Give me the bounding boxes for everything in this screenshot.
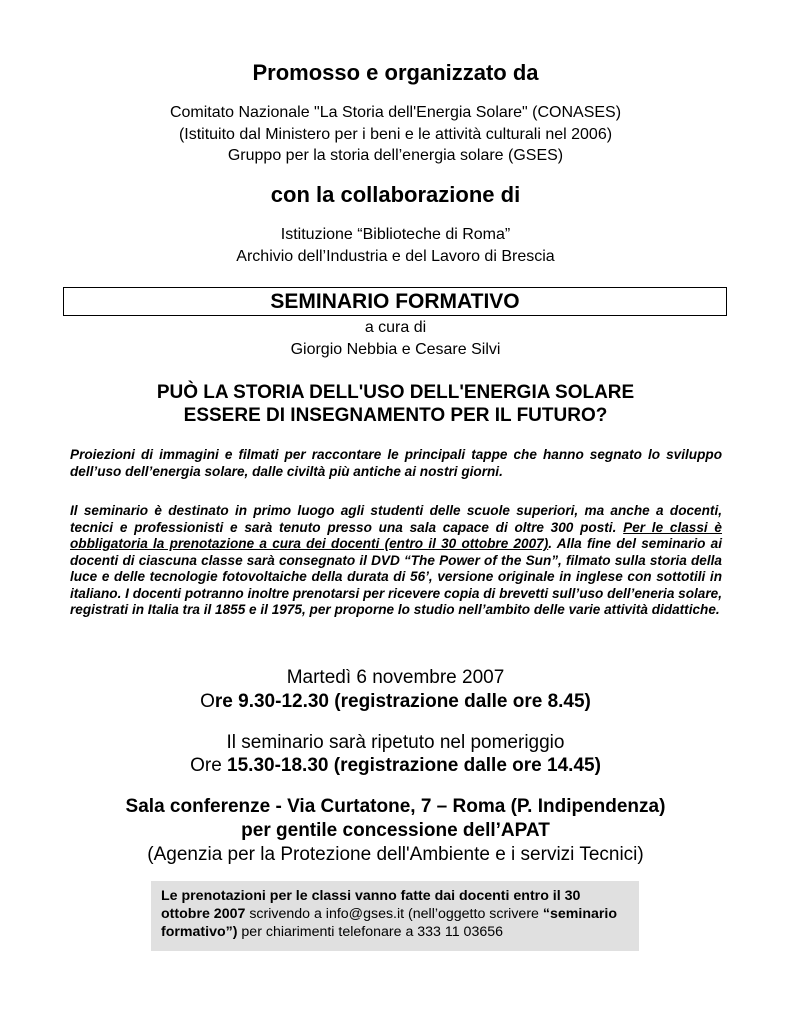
details-paragraph xyxy=(70,503,722,619)
morning-hours xyxy=(0,690,791,713)
question-line-2: ESSERE DI INSEGNAMENTO PER IL FUTURO? xyxy=(183,405,608,426)
venue-line-3: (Agenzia per la Protezione dell'Ambiente e i servizi Tecnici) xyxy=(147,844,644,865)
collab-line-2: Archivio dell’Industria e del Lavoro di Brescia xyxy=(236,248,555,265)
intro-paragraph: Proiezioni di immagini e filmati per raccontare le principali tappe che hanno segnato lo sviluppo dell’uso dell’energia solare, dalle civiltà più antiche ai nostri giorni. xyxy=(70,447,722,479)
booking-phone: per chiarimenti telefonare a 333 11 03656 xyxy=(237,924,504,940)
repeat-note: Il seminario sarà ripetuto nel pomeriggio xyxy=(226,732,565,753)
question-line-1: PUÒ LA STORIA DELL'USO DELL'ENERGIA SOLARE xyxy=(156,382,635,403)
promoted-title: Promosso e organizzato da xyxy=(252,60,539,85)
collab-line-1: Istituzione “Biblioteche di Roma” xyxy=(280,226,511,243)
details-part-1: Il seminario è destinato in primo luogo agli studenti delle scuole superiori, ma anche a docenti, tecnici e professionisti e sarà tenuto presso una sala capace di oltre 300 posti. xyxy=(70,503,722,535)
booking-deadline: Le prenotazioni per le classi vanno fatte dai docenti entro il 30 ottobre 2007 xyxy=(161,888,581,922)
details-underlined: Per le classi è obbligatoria la prenotazione a cura dei docenti (entro il 30 ottobre 2007) xyxy=(70,519,722,551)
afternoon-time: 15.30-18.30 (registrazione dalle ore 14.45) xyxy=(227,755,601,776)
promoter-line-3: Gruppo per la storia dell’energia solare (GSES) xyxy=(227,147,564,164)
booking-subject: “seminario formativo”) xyxy=(161,906,618,940)
morning-time: re 9.30-12.30 (registrazione dalle ore 8.45) xyxy=(214,691,591,712)
venue-line-2: per gentile concessione dell’APAT xyxy=(241,820,550,841)
afternoon-prefix: Ore xyxy=(190,755,228,776)
collab-title: con la collaborazione di xyxy=(270,182,521,207)
afternoon-hours xyxy=(0,754,791,777)
morning-prefix: O xyxy=(200,691,215,712)
details-part-2: . Alla fine del seminario ai docenti di ciascuna classe sarà consegnato il DVD “The Power of the Sun”, filmato sulla storia della luce e delle tecnologie fotovoltaiche della durata di 56’, versione originale in inglese con sottotili in italiano. I docenti potranno inoltre prenotarsi per ricevere copia di brevetti sull’uso dell’eneria solare, registrati in Italia tra il 1855 e il 1975, per proporne lo studio nell’ambito delle varie attività didattiche. xyxy=(70,536,723,617)
booking-email: scrivendo a info@gses.it (nell’oggetto scrivere xyxy=(245,906,543,922)
venue-line-1: Sala conferenze - Via Curtatone, 7 – Roma (P. Indipendenza) xyxy=(125,796,666,817)
curated-by: a cura di xyxy=(364,319,427,336)
booking-note xyxy=(151,881,639,951)
promoter-line-1: Comitato Nazionale "La Storia dell'Energia Solare" (CONASES) xyxy=(169,104,622,121)
curators: Giorgio Nebbia e Cesare Silvi xyxy=(290,341,501,358)
seminar-date: Martedì 6 novembre 2007 xyxy=(286,667,505,688)
promoter-line-2: (Istituito dal Ministero per i beni e le attività culturali nel 2006) xyxy=(178,126,613,143)
seminar-title: SEMINARIO FORMATIVO xyxy=(63,287,727,316)
